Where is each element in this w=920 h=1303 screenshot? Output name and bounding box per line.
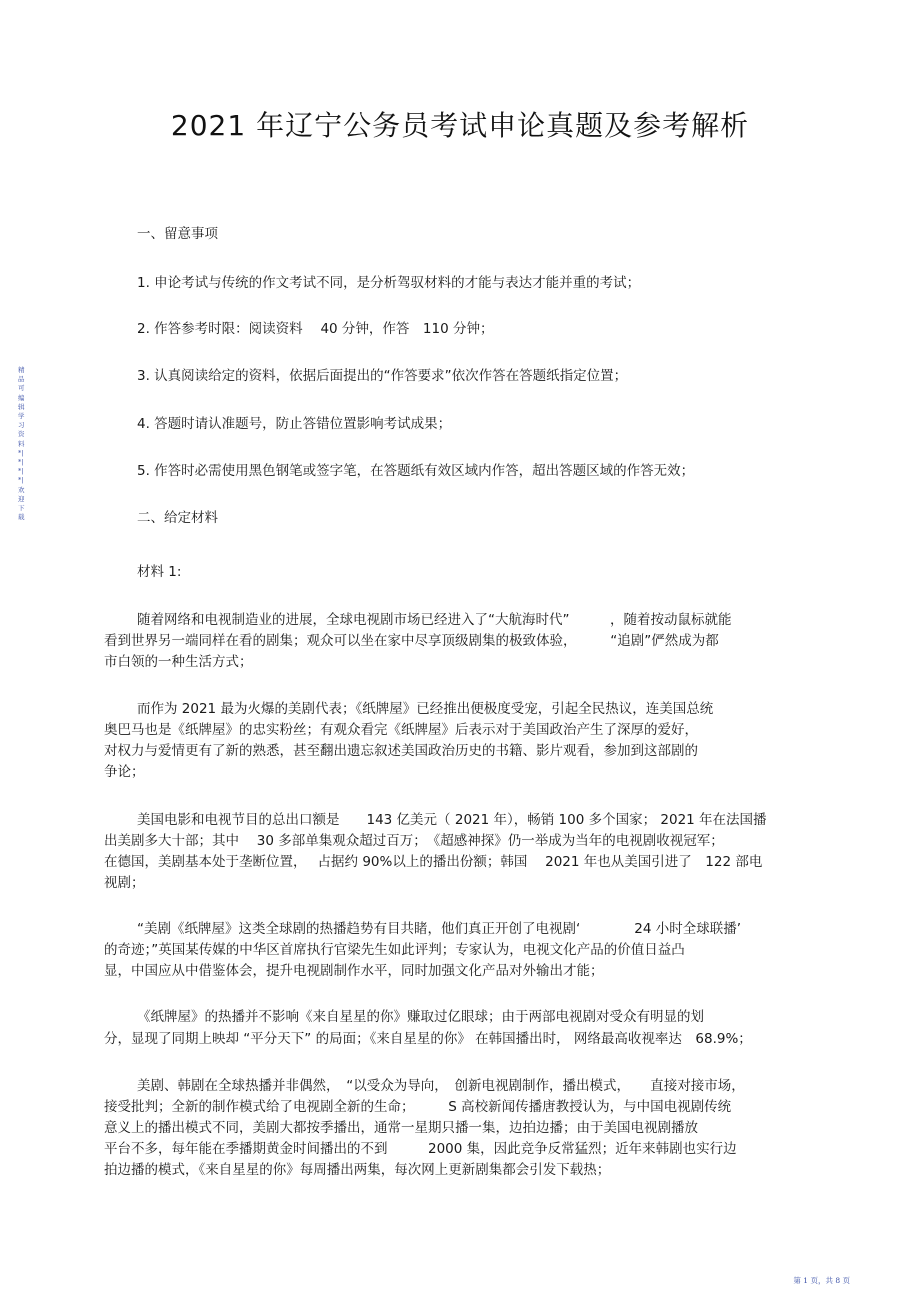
text-line: 平台不多，每年能在季播期黄金时间播出的不到 2000 集，因此竞争反常猛烈；近年来韩剧也实行边 xyxy=(104,1141,737,1157)
page-footer: 第 1 页，共 8 页 xyxy=(793,1276,850,1285)
text-line: 《纸牌屋》的热播并不影响《来自星星的你》赚取过亿眼球；由于两部电视剧对受众有明显的划 xyxy=(137,1009,704,1025)
text-line: 视剧； xyxy=(104,875,145,891)
section-heading: 二、给定材料 xyxy=(137,510,218,526)
document-title: 2021 年辽宁公务员考试申论真题及参考解析 xyxy=(170,109,750,142)
side-watermark-note: 精品可编辑学习资料*|*|*|*|欢迎下载 xyxy=(18,366,25,522)
text-line: 显，中国应从中借鉴体会，提升电视剧制作水平，同时加强文化产品对外输出才能； xyxy=(104,963,604,979)
text-line: 5. 作答时必需使用黑色钢笔或签字笔，在答题纸有效区域内作答，超出答题区域的作答无效； xyxy=(137,463,695,479)
text-line: 奥巴马也是《纸牌屋》的忠实粉丝；有观众看完《纸牌屋》后表示对于美国政治产生了深厚的爱好， xyxy=(104,722,698,738)
material-label: 材料 1: xyxy=(137,564,182,580)
text-line: 拍边播的模式，《来自星星的你》每周播出两集，每次网上更新剧集都会引发下载热； xyxy=(104,1162,611,1178)
text-line: 在德国，美剧基本处于垄断位置， 占据约 90%以上的播出份额；韩国 2021 年也从美国引进了 122 部电 xyxy=(104,854,763,870)
text-line: 而作为 2021 最为火爆的美剧代表；《纸牌屋》已经推出便极度受宠，引起全民热议，连美国总统 xyxy=(137,701,714,717)
text-line: 2. 作答参考时限：阅读资料 40 分钟，作答 110 分钟； xyxy=(137,321,494,337)
text-line: 分，显现了同期上映却 “平分天下” 的局面；《来自星星的你》 在韩国播出时， 网络最高收视率达 68.9%； xyxy=(104,1031,752,1047)
text-line: 看到世界另一端同样在看的剧集；观众可以坐在家中尽享顶级剧集的极致体验， “追剧”俨然成为都 xyxy=(104,633,719,649)
text-line: 1. 申论考试与传统的作文考试不同，是分析驾驭材料的才能与表达才能并重的考试； xyxy=(137,275,641,291)
text-line: 3. 认真阅读给定的资料，依据后面提出的“作答要求”依次作答在答题纸指定位置； xyxy=(137,368,628,384)
section-heading: 一、留意事项 xyxy=(137,226,218,242)
text-line: 的奇迹；”英国某传媒的中华区首席执行官梁先生如此评判；专家认为，电视文化产品的价值日益凸 xyxy=(104,942,685,958)
text-line: 随着网络和电视制造业的进展，全球电视剧市场已经进入了“大航海时代” ，随着按动鼠标就能 xyxy=(137,612,732,628)
text-line: 美国电影和电视节目的总出口额是 143 亿美元（ 2021 年），畅销 100 多个国家； 2021 年在法国播 xyxy=(137,812,767,828)
text-line: “美剧《纸牌屋》这类全球剧的热播趋势有目共睹，他们真正开创了电视剧‘ 24 小时全球联播’ xyxy=(137,921,742,937)
text-line: 争论； xyxy=(104,764,145,780)
text-line: 市白领的一种生活方式； xyxy=(104,654,253,670)
text-line: 意义上的播出模式不同，美剧大都按季播出，通常一星期只播一集，边拍边播；由于美国电视剧播放 xyxy=(104,1120,698,1136)
text-line: 出美剧多大十部；其中 30 多部单集观众超过百万； 《超感神探》仍一举成为当年的电视剧收视冠军； xyxy=(104,833,724,849)
text-line: 对权力与爱情更有了新的熟悉，甚至翻出遗忘叙述美国政治历史的书籍、影片观看，参加到这部剧的 xyxy=(104,743,698,759)
text-line: 美剧、韩剧在全球热播并非偶然， “以受众为导向， 创新电视剧制作，播出模式， 直接对接市场， xyxy=(137,1078,745,1094)
text-line: 4. 答题时请认准题号，防止答错位置影响考试成果； xyxy=(137,416,452,432)
text-line: 接受批判；全新的制作模式给了电视剧全新的生命； S 高校新闻传播唐教授认为，与中国电视剧传统 xyxy=(104,1099,732,1115)
